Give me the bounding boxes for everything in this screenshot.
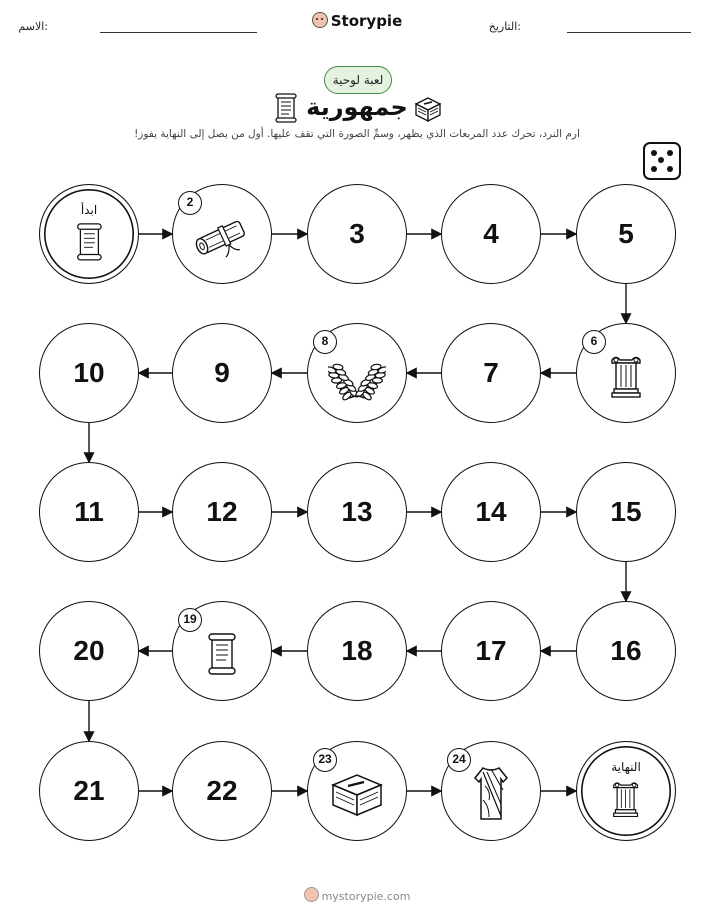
cell-number: 16 [610, 635, 642, 666]
board-cell-8 [307, 323, 407, 423]
board-cell-13 [307, 462, 407, 562]
board-cell-18 [307, 601, 407, 701]
board-cell-14 [441, 462, 541, 562]
scroll-icon [206, 633, 238, 679]
storypie-logo-icon [312, 12, 328, 28]
cell-number-badge: 6 [582, 330, 606, 354]
name-label: الاسم: [18, 20, 48, 33]
board-cell-6 [576, 323, 676, 423]
cell-number: 14 [475, 496, 507, 527]
date-label: التاريخ: [488, 20, 521, 33]
board-cell-23 [307, 741, 407, 841]
board-cell-19 [172, 601, 272, 701]
laurel-wreath-icon [328, 348, 386, 408]
cell-number-badge: 23 [313, 748, 337, 772]
start-label: ابدأ [80, 203, 98, 217]
brand-logo: Storypie [0, 12, 714, 30]
cell-number-badge: 24 [447, 748, 471, 772]
board-cell-17 [441, 601, 541, 701]
ballot-box-icon [329, 771, 385, 821]
board-cell-22 [172, 741, 272, 841]
board-cell-21 [39, 741, 139, 841]
cell-number: 18 [341, 635, 373, 666]
instructions: ارم النرد، تحرك عدد المربعات الذي يظهر، وسمِّ الصورة التي تقف عليها. أول من يصل إلى النهاية يفوز! [134, 128, 580, 140]
footer: mystorypie.com [0, 887, 714, 903]
board-cell-11 [39, 462, 139, 562]
cell-number: 7 [483, 357, 499, 388]
game-type-pill: لعبة لوحية [324, 66, 392, 94]
column-icon [612, 780, 639, 821]
cell-number: 21 [73, 775, 105, 806]
board-cell-1 [39, 184, 139, 284]
cell-number-badge: 8 [313, 330, 337, 354]
date-line[interactable] [567, 32, 691, 33]
cell-number: 13 [341, 496, 373, 527]
board-cell-5 [576, 184, 676, 284]
board-cell-15 [576, 462, 676, 562]
board-cell-24 [441, 741, 541, 841]
board-cell-10 [39, 323, 139, 423]
cell-number: 17 [475, 635, 507, 666]
name-line[interactable] [100, 32, 257, 33]
board-cell-4 [441, 184, 541, 284]
scroll-icon [75, 223, 104, 265]
board-cell-12 [172, 462, 272, 562]
page-title: جمهورية [306, 93, 408, 121]
board-cell-3 [307, 184, 407, 284]
board-cell-9 [172, 323, 272, 423]
cell-number: 9 [214, 357, 230, 388]
cell-number: 20 [73, 635, 105, 666]
cell-number: 15 [610, 496, 642, 527]
cell-number: 12 [206, 496, 238, 527]
cell-number-badge: 19 [178, 608, 202, 632]
board-cell-7 [441, 323, 541, 423]
cell-number: 5 [618, 218, 634, 249]
ballot-box-icon [413, 95, 443, 123]
dice-icon [643, 142, 681, 180]
board-cell-25 [576, 741, 676, 841]
column-icon [610, 354, 642, 402]
storypie-logo-icon [304, 887, 319, 902]
toga-icon [471, 766, 511, 826]
cell-number: 3 [349, 218, 365, 249]
finish-label: النهاية [611, 760, 641, 774]
cell-number: 11 [74, 496, 104, 527]
rolled-scroll-icon [192, 214, 252, 264]
board-cell-2 [172, 184, 272, 284]
cell-number: 22 [206, 775, 238, 806]
board-cell-16 [576, 601, 676, 701]
cell-number: 10 [73, 357, 105, 388]
cell-number: 4 [483, 218, 499, 249]
cell-number-badge: 2 [178, 191, 202, 215]
board-cell-20 [39, 601, 139, 701]
